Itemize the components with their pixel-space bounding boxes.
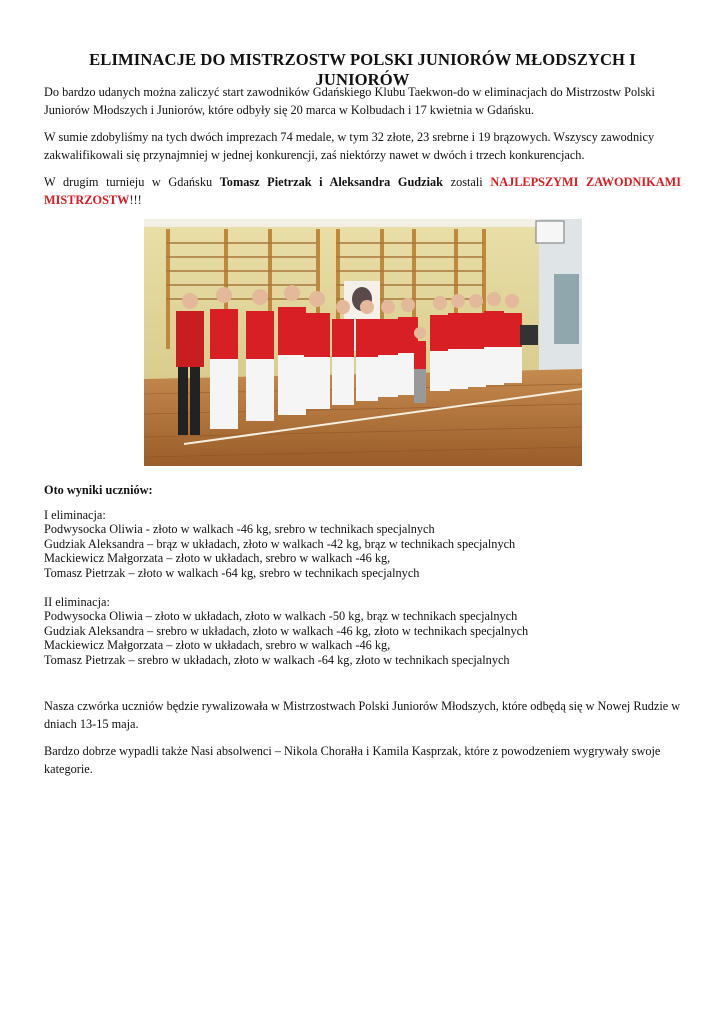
- alumni-paragraph: Bardzo dobrze wypadli także Nasi absolwenci – Nikola Chorałła i Kamila Kasprzak, które z powodzeniem wygrywały swoje kategorie.: [44, 744, 661, 776]
- best-athletes-suffix: !!!: [129, 192, 142, 207]
- team-photo-illustration: [144, 219, 582, 466]
- best-athletes-names: Tomasz Pietrzak i Aleksandra Gudziak: [219, 175, 444, 189]
- round1-line: Gudziak Aleksandra – brąz w układach, złoto w walkach -42 kg, brąz w technikach specjalnych: [44, 536, 516, 551]
- best-athletes-middle: zostali: [443, 175, 491, 189]
- round1-line: Mackiewicz Małgorzata – złoto w układach, srebro w walkach -46 kg,: [44, 551, 391, 566]
- round2-results: [44, 595, 528, 667]
- round2-line: Gudziak Aleksandra – srebro w układach, złoto w walkach -46 kg, złoto w technikach specjalnych: [44, 623, 529, 638]
- championship-paragraph: Nasza czwórka uczniów będzie rywalizowała w Mistrzostwach Polski Juniorów Młodszych, które odbędą się w Nowej Rudzie w dniach 13-15 maja.: [44, 699, 681, 731]
- round2-line: Mackiewicz Małgorzata – złoto w układach, srebro w walkach -46 kg,: [44, 638, 391, 653]
- team-photo: [144, 219, 582, 466]
- results-heading: Oto wyniki uczniów:: [44, 483, 153, 497]
- best-athletes-paragraph: [44, 174, 681, 209]
- document-title: ELIMINACJE DO MISTRZOSTW POLSKI JUNIORÓW MŁODSZYCH I JUNIORÓW: [89, 50, 636, 89]
- best-athletes-prefix: W drugim turnieju w Gdańsku: [44, 175, 220, 189]
- best-athletes-highlight: NAJLEPSZYMI ZAWODNIKAMI MISTRZOSTW: [44, 175, 682, 207]
- round1-line: Podwysocka Oliwia - złoto w walkach -46 kg, srebro w technikach specjalnych: [44, 522, 435, 537]
- round1-title: I eliminacja:: [44, 508, 106, 522]
- round2-line: Tomasz Pietrzak – srebro w układach, złoto w walkach -64 kg, złoto w technikach specjalnych: [44, 652, 510, 667]
- round1-line: Tomasz Pietrzak – złoto w walkach -64 kg, srebro w technikach specjalnych: [44, 565, 420, 580]
- intro-paragraph: Do bardzo udanych można zaliczyć start zawodników Gdańskiego Klubu Taekwon-do w eliminacjach do Mistrzostw Polski Juniorów Młodszych i Juniorów, które odbyły się 20 marca w Kolbudach i 17 kwietnia w Gdańsku.: [44, 85, 655, 117]
- medals-paragraph: W sumie zdobyliśmy na tych dwóch imprezach 74 medale, w tym 32 złote, 23 srebrne i 19 brązowych. Wszyscy zawodnicy zakwalifikowali się przynajmniej w jednej konkurencji, zaś niektórzy nawet w dwóch i trzech konkurencjach.: [44, 130, 655, 162]
- round2-title: II eliminacja:: [44, 595, 110, 609]
- round1-results: [44, 508, 515, 580]
- round2-line: Podwysocka Oliwia – złoto w układach, złoto w walkach -50 kg, brąz w technikach specjalnych: [44, 609, 518, 624]
